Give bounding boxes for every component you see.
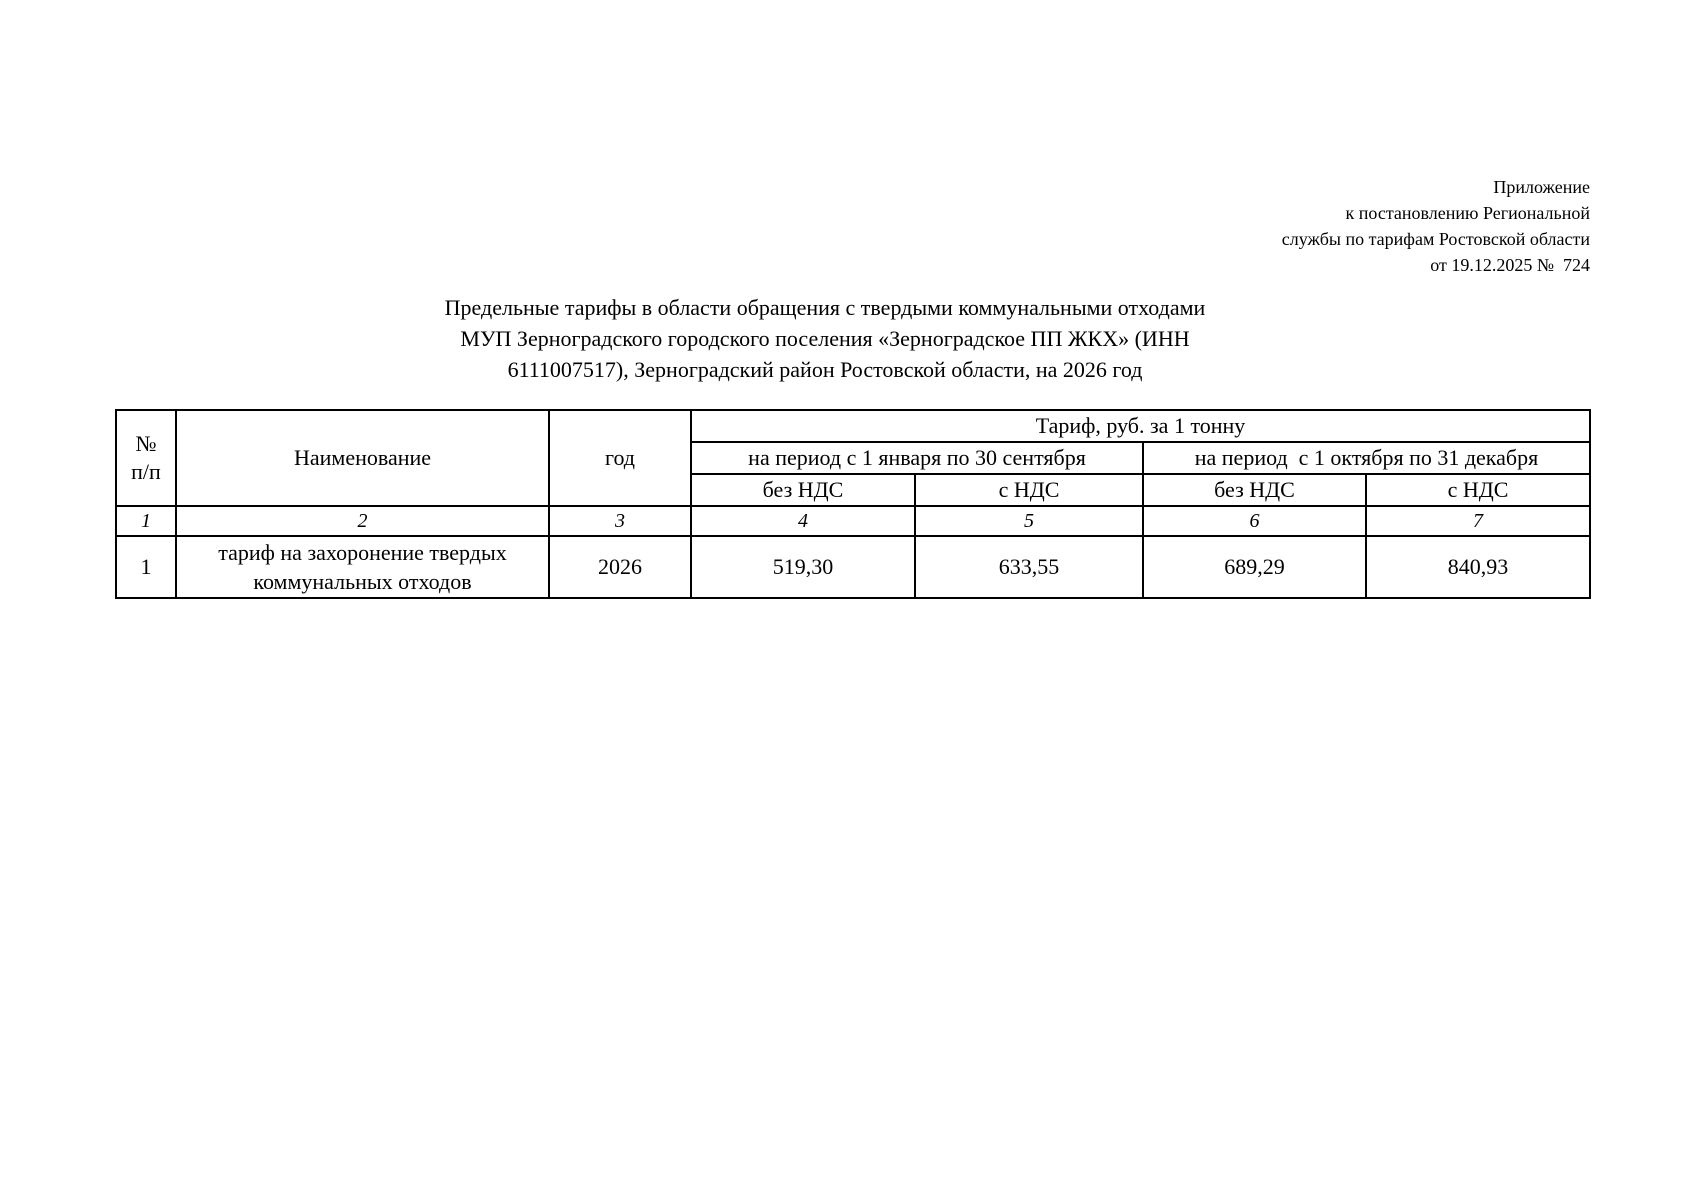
appendix-block xyxy=(1282,174,1590,278)
header-row xyxy=(116,410,1590,442)
column-number: 7 xyxy=(1366,506,1590,536)
tariff-table xyxy=(115,409,1591,599)
row-p1-with-vat: 633,55 xyxy=(915,536,1143,598)
row-p2-without-vat: 689,29 xyxy=(1143,536,1366,598)
column-number: 5 xyxy=(915,506,1143,536)
column-number: 1 xyxy=(116,506,176,536)
header-p1-without-vat: без НДС xyxy=(691,474,915,506)
table-row xyxy=(116,536,1590,598)
row-name-line: тариф на захоронение твердых xyxy=(218,540,507,565)
title-line: Предельные тарифы в области обращения с твердыми коммунальными отходами xyxy=(444,295,1206,320)
column-number: 2 xyxy=(176,506,549,536)
header-p2-with-vat: с НДС xyxy=(1366,474,1590,506)
row-p2-with-vat: 840,93 xyxy=(1366,536,1590,598)
document-title xyxy=(380,292,1270,385)
row-number: 1 xyxy=(116,536,176,598)
row-name-line: коммунальных отходов xyxy=(253,569,472,594)
header-number-abbr: п/п xyxy=(131,459,161,484)
appendix-line: Приложение xyxy=(1493,177,1590,197)
title-line: 6111007517), Зерноградский район Ростовской области, на 2026 год xyxy=(507,357,1143,382)
header-period-2: на период с 1 октября по 31 декабря xyxy=(1143,442,1590,474)
appendix-date-number: от 19.12.2025 № 724 xyxy=(1430,255,1590,275)
column-number-row xyxy=(116,506,1590,536)
row-year: 2026 xyxy=(549,536,691,598)
appendix-line: службы по тарифам Ростовской области xyxy=(1281,229,1590,249)
column-number: 6 xyxy=(1143,506,1366,536)
title-line: МУП Зерноградского городского поселения «Зерноградское ПП ЖКХ» (ИНН xyxy=(460,326,1190,351)
header-tariff: Тариф, руб. за 1 тонну xyxy=(691,410,1590,442)
header-year: год xyxy=(549,410,691,506)
column-number: 4 xyxy=(691,506,915,536)
header-p2-without-vat: без НДС xyxy=(1143,474,1366,506)
appendix-line: к постановлению Региональной xyxy=(1345,203,1590,223)
row-p1-without-vat: 519,30 xyxy=(691,536,915,598)
header-number-symbol: № xyxy=(135,431,157,456)
header-name: Наименование xyxy=(176,410,549,506)
column-number: 3 xyxy=(549,506,691,536)
header-period-1: на период с 1 января по 30 сентября xyxy=(691,442,1143,474)
header-p1-with-vat: с НДС xyxy=(915,474,1143,506)
header-number xyxy=(116,410,176,506)
row-name xyxy=(176,536,549,598)
